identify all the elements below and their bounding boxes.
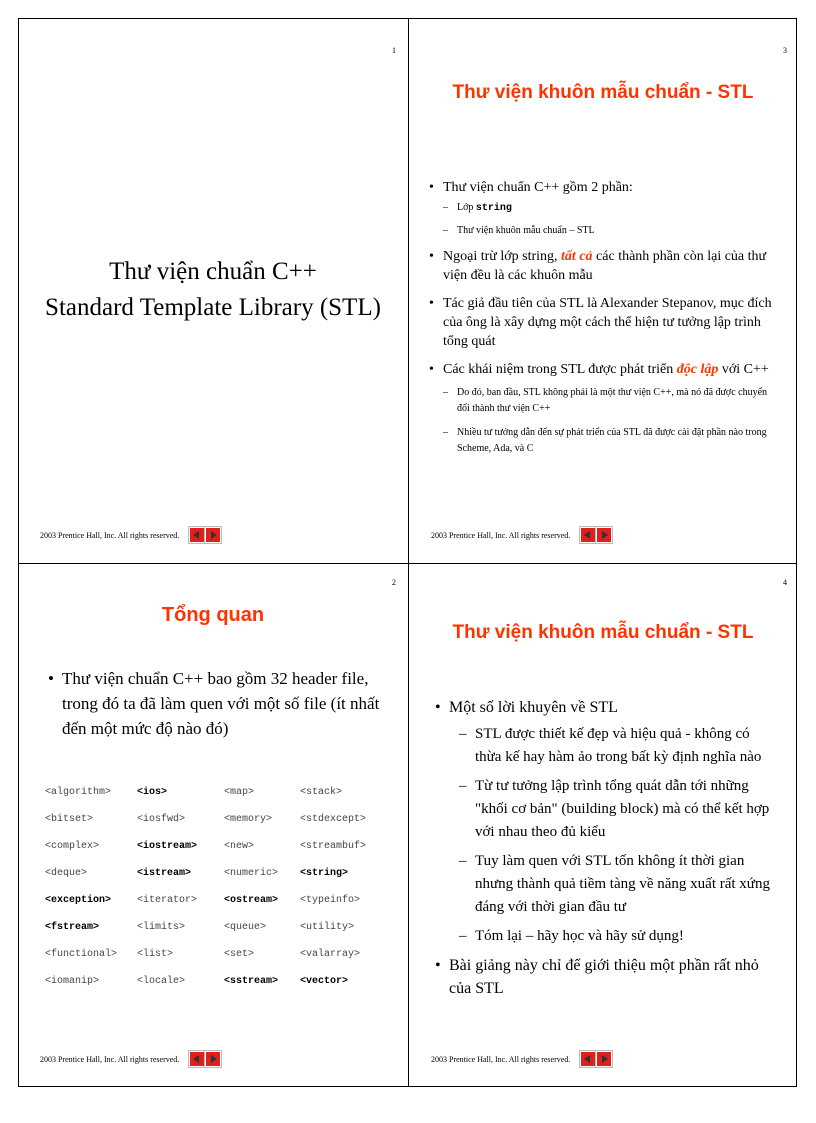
header-file-name: <stack> [300,787,343,798]
copyright-text: 2003 Prentice Hall, Inc. All rights reserved. [431,1054,571,1064]
header-file-name: <deque> [45,868,88,879]
header-file-name: <numeric> [224,868,279,879]
sub-bullet-item [443,200,781,217]
header-file-name: <istream> [137,868,192,879]
sub-bullet-text: Lớp [457,202,476,213]
header-file-name: <iostream> [137,841,198,852]
sub-bullet-item: – Tuy làm quen với STL tốn không ít thời gian nhưng thành quả tiềm tàng về năng xuất rất xứng đáng với thời gian đầu tư [459,850,775,919]
header-file-name: <memory> [224,814,273,825]
bullet-text: với C++ [718,362,769,377]
header-row [45,806,385,833]
header-file-name: <fstream> [45,922,100,933]
header-file-name: <locale> [137,976,186,987]
slide-number: 4 [783,578,787,587]
title-line-1: Thư viện chuẩn C++ [109,258,317,285]
copyright-text: 2003 Prentice Hall, Inc. All rights reserved. [40,530,180,540]
slide-title: Thư viện khuôn mẫu chuẩn - STL [452,622,754,643]
sub-bullet-item: – Do đó, ban đầu, STL không phải là một thư viện C++, mà nó đã được chuyển đổi thành thư viện C++ [443,385,781,417]
header-file-name: <stdexcept> [300,814,367,825]
header-file-name: <streambuf> [300,841,367,852]
slide-title: Thư viện khuôn mẫu chuẩn - STL [452,82,754,103]
header-file-name: <valarray> [300,949,361,960]
slide-number: 2 [392,578,396,587]
bullet-list [425,178,781,457]
sub-bullet-item: – Tóm lại – hãy học và hãy sử dụng! [459,925,775,948]
header-file-table [45,779,385,995]
header-file-name: <map> [224,787,255,798]
bullet-list [44,666,386,741]
header-row [45,914,385,941]
header-file-name: <iomanip> [45,976,100,987]
code-text: string [475,203,512,214]
bullet-item [431,696,775,948]
prev-slide-icon[interactable] [189,527,205,543]
bullet-text: Các khái niệm trong STL được phát triển [443,362,677,377]
header-file-name: <exception> [45,895,112,906]
bullet-item [425,178,781,239]
header-file-name: <ios> [137,787,168,798]
sub-bullet-item: – Từ tư tưởng lập trình tổng quát dẫn tới những "khối cơ bản" (building block) mà có thể kết hợp với nhau theo đủ kiểu [459,775,775,844]
header-file-name: <queue> [224,922,267,933]
slide-number: 3 [783,46,787,55]
copyright-text: 2003 Prentice Hall, Inc. All rights reserved. [431,530,571,540]
header-file-name: <string> [300,868,349,879]
bullet-text: các thành phần còn lại của thư viện đều là các khuôn mẫu [443,249,767,283]
header-file-name: <functional> [45,949,118,960]
header-row [45,779,385,806]
header-file-name: <set> [224,949,255,960]
header-file-name: <utility> [300,922,355,933]
slide-nav [580,1051,612,1067]
slide-2 [18,564,408,1087]
next-slide-icon[interactable] [596,1051,612,1067]
slide-title [18,254,408,326]
header-file-name: <typeinfo> [300,895,361,906]
slide-title: Tổng quan [161,604,265,626]
bullet-item [425,247,781,285]
emphasis-text: tất cả [561,249,593,264]
slide-footer [431,527,612,543]
header-file-name: <list> [137,949,174,960]
slide-footer [40,527,221,543]
slide-number: 1 [392,46,396,55]
header-file-name: <ostream> [224,895,279,906]
sub-bullet-item: – Thư viện khuôn mẫu chuẩn – STL [443,223,781,239]
slide-footer [431,1051,612,1067]
header-file-name: <bitset> [45,814,94,825]
header-file-name: <limits> [137,922,186,933]
emphasis-text: độc lập [676,362,719,377]
bullet-text: Thư viện chuẩn C++ gồm 2 phần: [443,180,633,195]
bullet-item: • Tác giả đầu tiên của STL là Alexander Stepanov, mục đích của ông là xây dựng một cách thể hiện tư tưởng lập trình tổng quát [425,294,781,351]
title-line-2: Standard Template Library (STL) [45,294,381,321]
header-row [45,941,385,968]
header-file-name: <iosfwd> [137,814,186,825]
slide-4 [409,564,797,1087]
header-file-name: <vector> [300,976,349,987]
sub-bullet-item: – STL được thiết kế đẹp và hiệu quả - không có thừa kế hay hàm ảo trong bất kỳ định nghĩa nào [459,723,775,769]
bullet-text: Một số lời khuyên về STL [449,699,618,716]
prev-slide-icon[interactable] [189,1051,205,1067]
sub-bullet-item: – Nhiều tư tưởng dẫn đến sự phát triển của STL đã được cài đặt phần nào trong Scheme, Ada, và C [443,425,781,457]
header-file-name: <complex> [45,841,100,852]
prev-slide-icon[interactable] [580,527,596,543]
header-file-name: <algorithm> [45,787,112,798]
bullet-list [431,696,775,1000]
slide-nav [580,527,612,543]
slide-1 [18,18,408,563]
next-slide-icon[interactable] [205,1051,221,1067]
header-file-name: <iterator> [137,895,198,906]
slide-footer [40,1051,221,1067]
bullet-item: • Thư viện chuẩn C++ bao gồm 32 header file, trong đó ta đã làm quen với một số file (ít nhất đến một mức độ nào đó) [44,666,386,741]
copyright-text: 2003 Prentice Hall, Inc. All rights reserved. [40,1054,180,1064]
header-row [45,860,385,887]
slide-nav [189,527,221,543]
header-row [45,833,385,860]
slide-nav [189,1051,221,1067]
slide-3 [409,18,797,563]
header-file-name: <sstream> [224,976,279,987]
next-slide-icon[interactable] [205,527,221,543]
header-file-name: <new> [224,841,255,852]
header-row [45,968,385,995]
header-row [45,887,385,914]
prev-slide-icon[interactable] [580,1051,596,1067]
bullet-item [425,360,781,457]
next-slide-icon[interactable] [596,527,612,543]
bullet-item: • Bài giảng này chỉ để giới thiệu một phần rất nhỏ của STL [431,954,775,1000]
bullet-text: Ngoại trừ lớp string, [443,249,562,264]
